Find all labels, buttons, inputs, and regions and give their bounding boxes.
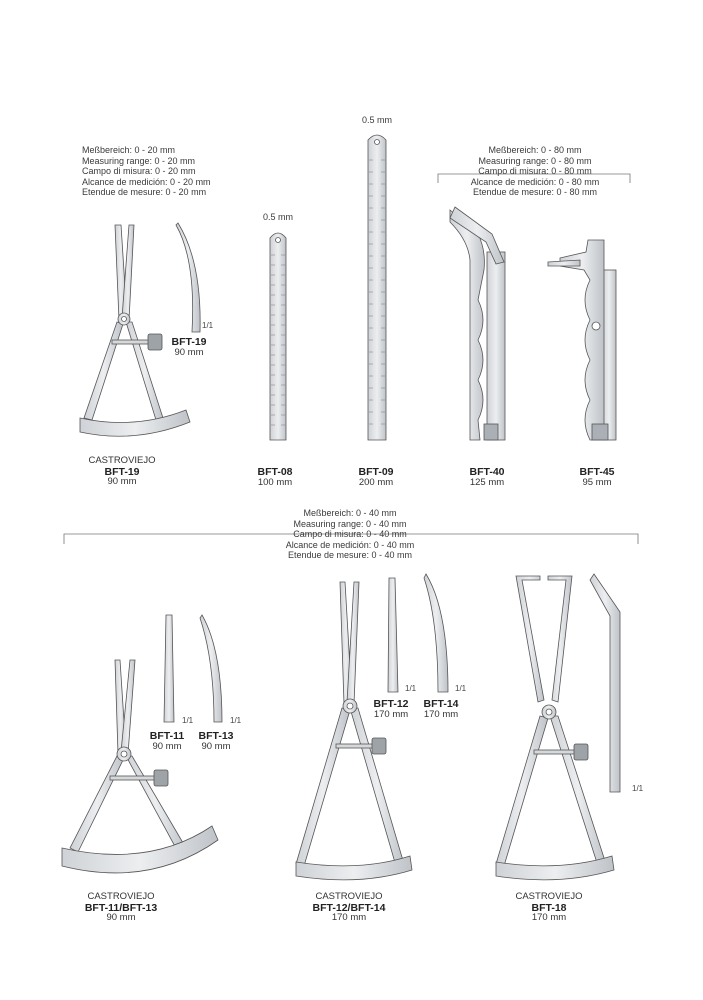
product-code: BFT-45 xyxy=(579,466,615,478)
product-label-bft-19-tip xyxy=(171,337,206,358)
product-code: BFT-13 xyxy=(198,730,234,742)
range-es: Alcance de medición: 0 - 20 mm xyxy=(82,176,211,187)
range-de: Meßbereich: 0 - 80 mm xyxy=(488,145,582,155)
range-en: Measuring range: 0 - 80 mm xyxy=(478,155,592,166)
product-size: 170 mm xyxy=(423,708,459,720)
product-brand: CASTROVIEJO xyxy=(88,455,156,466)
product-label-bft-12-14 xyxy=(313,892,386,924)
range-fr: Etendue de mesure: 0 - 80 mm xyxy=(472,187,598,197)
product-code: BFT-12 xyxy=(373,698,409,710)
product-label-bft-14 xyxy=(423,699,458,720)
caliper-bft-19 xyxy=(80,225,190,436)
product-code: BFT-08 xyxy=(257,466,293,478)
product-label-bft-09 xyxy=(358,467,393,488)
range-it: Campo di misura: 0 - 40 mm xyxy=(293,529,407,539)
caliper-bft-11-13 xyxy=(62,660,218,873)
product-size: 200 mm xyxy=(358,476,394,488)
product-label-bft-12 xyxy=(373,699,408,720)
ruler-bft-08 xyxy=(270,233,286,440)
scale-label: 1/1 xyxy=(202,321,214,330)
range-info-40 xyxy=(286,508,415,561)
product-brand: CASTROVIEJO xyxy=(515,891,583,902)
product-size: 90 mm xyxy=(107,476,137,487)
product-label-bft-45 xyxy=(579,467,614,488)
range-es: Alcance de medición: 0 - 40 mm xyxy=(285,539,415,550)
product-label-bft-08 xyxy=(257,467,292,488)
tip-bft-12 xyxy=(388,578,398,692)
range-de: Meßbereich: 0 - 20 mm xyxy=(82,145,176,155)
product-label-bft-18 xyxy=(515,892,582,924)
product-size: 100 mm xyxy=(257,476,293,488)
product-size: 95 mm xyxy=(582,476,612,488)
scale-label: 1/1 xyxy=(455,684,467,693)
product-code: BFT-19 xyxy=(104,465,140,478)
range-en: Measuring range: 0 - 20 mm xyxy=(82,155,196,166)
product-label-bft-11-13 xyxy=(85,892,157,924)
thickness-label-bft-09: 0.5 mm xyxy=(361,115,393,125)
product-code: BFT-09 xyxy=(358,466,394,478)
product-size: 170 mm xyxy=(331,912,367,923)
range-de: Meßbereich: 0 - 40 mm xyxy=(303,508,397,518)
gauge-bft-40 xyxy=(450,207,505,440)
product-size: 170 mm xyxy=(373,708,409,720)
tip-bft-11 xyxy=(164,615,174,722)
product-size: 170 mm xyxy=(531,912,567,923)
scale-label: 1/1 xyxy=(632,784,644,793)
product-code: BFT-40 xyxy=(469,466,505,478)
product-size: 90 mm xyxy=(201,740,231,752)
range-info-20 xyxy=(82,145,211,198)
tip-bft-18 xyxy=(590,574,620,792)
thickness-label-bft-08: 0.5 mm xyxy=(262,212,294,222)
product-size: 90 mm xyxy=(152,740,182,752)
caliper-bft-18 xyxy=(496,576,614,880)
tip-bft-14 xyxy=(424,574,448,692)
range-es: Alcance de medición: 0 - 80 mm xyxy=(470,176,600,187)
product-label-bft-19 xyxy=(88,456,155,488)
scale-label: 1/1 xyxy=(405,684,417,693)
product-brand: CASTROVIEJO xyxy=(315,891,383,902)
range-it: Campo di misura: 0 - 80 mm xyxy=(478,166,592,176)
range-fr: Etendue de mesure: 0 - 20 mm xyxy=(82,187,207,197)
product-code: BFT-19 xyxy=(171,336,207,348)
product-label-bft-40 xyxy=(469,467,504,488)
scale-label: 1/1 xyxy=(230,716,242,725)
tip-bft-13 xyxy=(200,615,222,722)
ruler-bft-09 xyxy=(368,135,386,440)
product-brand: CASTROVIEJO xyxy=(87,891,155,902)
product-size: 90 mm xyxy=(174,346,204,358)
range-en: Measuring range: 0 - 40 mm xyxy=(293,518,407,529)
product-label-bft-11 xyxy=(150,731,184,752)
range-info-80 xyxy=(471,145,600,198)
product-label-bft-13 xyxy=(198,731,233,752)
gauge-bft-45 xyxy=(548,240,616,440)
product-size: 125 mm xyxy=(469,476,505,488)
product-code: BFT-12/BFT-14 xyxy=(312,901,386,914)
range-it: Campo di misura: 0 - 20 mm xyxy=(82,166,196,176)
product-code: BFT-11 xyxy=(149,730,185,742)
product-code: BFT-18 xyxy=(531,901,567,914)
tip-bft-19 xyxy=(176,223,200,332)
product-code: BFT-14 xyxy=(423,698,459,710)
scale-label: 1/1 xyxy=(182,716,194,725)
product-size: 90 mm xyxy=(106,912,136,923)
range-fr: Etendue de mesure: 0 - 40 mm xyxy=(287,550,413,560)
product-code: BFT-11/BFT-13 xyxy=(84,901,158,914)
